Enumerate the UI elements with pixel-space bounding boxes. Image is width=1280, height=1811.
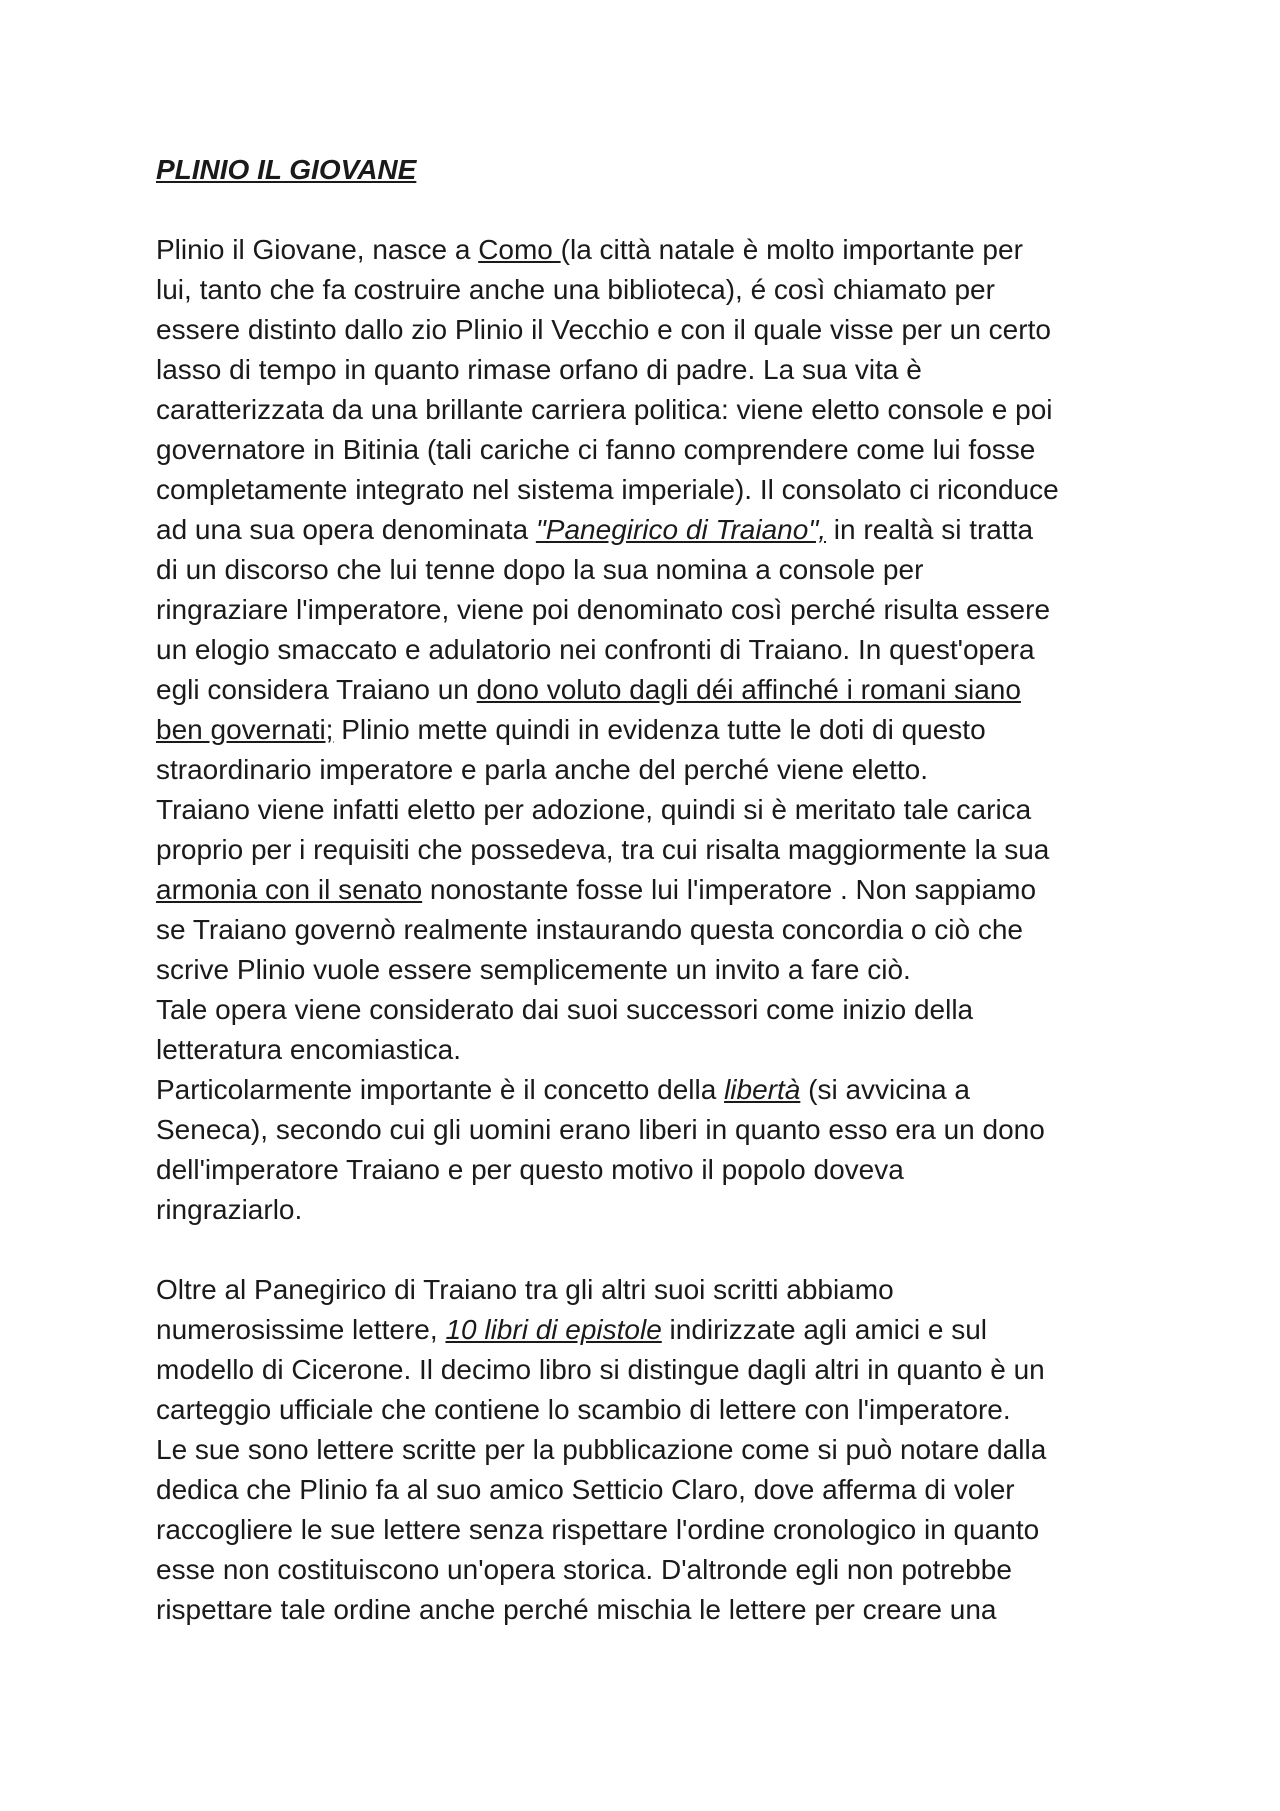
text-segment: ad una sua opera denominata — [156, 514, 536, 545]
text-line — [156, 950, 1146, 990]
text-line — [156, 710, 1146, 750]
text-line — [156, 270, 1146, 310]
text-line — [156, 910, 1146, 950]
text-segment: rispettare tale ordine anche perché mischia le lettere per creare una — [156, 1594, 997, 1625]
text-segment: (la città natale è molto importante per — [560, 234, 1023, 265]
text-line — [156, 1470, 1146, 1510]
text-segment: numerosissime lettere, — [156, 1314, 446, 1345]
text-segment: carteggio ufficiale che contiene lo scambio di lettere con l'imperatore. — [156, 1394, 1011, 1425]
emphasized-text: Como — [478, 234, 561, 265]
text-line — [156, 1030, 1146, 1070]
text-line — [156, 790, 1146, 830]
text-line — [156, 1390, 1146, 1430]
text-segment: Tale opera viene considerato dai suoi successori come inizio della — [156, 994, 974, 1025]
text-segment: in realtà si tratta — [826, 514, 1034, 545]
text-line — [156, 1550, 1146, 1590]
text-segment: Traiano viene infatti eletto per adozione, quindi si è meritato tale carica — [156, 794, 1032, 825]
text-line — [156, 1510, 1146, 1550]
emphasized-text: armonia con il senato — [156, 874, 423, 905]
text-line — [156, 1430, 1146, 1470]
text-segment: dedica che Plinio fa al suo amico Setticio Claro, dove afferma di voler — [156, 1474, 1015, 1505]
text-segment: Plinio il Giovane, nasce a — [156, 234, 479, 265]
paragraph-epistles — [156, 1270, 1146, 1630]
text-line — [156, 230, 1146, 270]
spacer — [156, 1230, 1146, 1270]
emphasized-text: dono voluto dagli déi affinché i romani siano — [476, 674, 1021, 705]
text-line — [156, 470, 1146, 510]
text-segment: Plinio mette quindi in evidenza tutte le doti di questo — [333, 714, 986, 745]
text-segment: se Traiano governò realmente instaurando questa concordia o ciò che — [156, 914, 1023, 945]
text-line — [156, 590, 1146, 630]
text-segment: lui, tanto che fa costruire anche una biblioteca), é così chiamato per — [156, 274, 995, 305]
text-line — [156, 1350, 1146, 1390]
text-line — [156, 1070, 1146, 1110]
emphasized-text: "Panegirico di Traiano", — [535, 514, 827, 545]
text-line — [156, 1190, 1146, 1230]
text-segment: scrive Plinio vuole essere semplicemente un invito a fare ciò. — [156, 954, 911, 985]
text-segment: governatore in Bitinia (tali cariche ci fanno comprendere come lui fosse — [156, 434, 1036, 465]
paragraph-life-and-panegyric — [156, 230, 1146, 1230]
text-segment: egli considera Traiano un — [156, 674, 477, 705]
text-line — [156, 1590, 1146, 1630]
text-segment: completamente integrato nel sistema imperiale). Il consolato ci riconduce — [156, 474, 1059, 505]
text-line — [156, 870, 1146, 910]
text-line — [156, 630, 1146, 670]
text-segment: essere distinto dallo zio Plinio il Vecchio e con il quale visse per un certo — [156, 314, 1051, 345]
document-page — [156, 150, 1146, 1630]
emphasized-text: libertà — [724, 1074, 801, 1105]
text-segment: modello di Cicerone. Il decimo libro si distingue dagli altri in quanto è un — [156, 1354, 1045, 1385]
text-segment: ringraziare l'imperatore, viene poi denominato così perché risulta essere — [156, 594, 1051, 625]
text-segment: letteratura encomiastica. — [156, 1034, 462, 1065]
text-segment: esse non costituiscono un'opera storica. D'altronde egli non potrebbe — [156, 1554, 1012, 1585]
text-line — [156, 1270, 1146, 1310]
text-segment: (si avvicina a — [800, 1074, 970, 1105]
text-segment: indirizzate agli amici e sul — [661, 1314, 988, 1345]
text-line — [156, 550, 1146, 590]
text-segment: caratterizzata da una brillante carriera politica: viene eletto console e poi — [156, 394, 1053, 425]
text-segment: Seneca), secondo cui gli uomini erano liberi in quanto esso era un dono — [156, 1114, 1045, 1145]
text-segment: lasso di tempo in quanto rimase orfano di padre. La sua vita è — [156, 354, 922, 385]
text-line — [156, 1110, 1146, 1150]
text-segment: straordinario imperatore e parla anche del perché viene eletto. — [156, 754, 929, 785]
text-segment: Particolarmente importante è il concetto della — [156, 1074, 725, 1105]
text-line — [156, 350, 1146, 390]
text-segment: Oltre al Panegirico di Traiano tra gli altri suoi scritti abbiamo — [156, 1274, 894, 1305]
text-segment: ringraziarlo. — [156, 1194, 303, 1225]
text-line — [156, 510, 1146, 550]
spacer — [156, 190, 1146, 230]
text-line — [156, 1310, 1146, 1350]
text-line — [156, 390, 1146, 430]
text-segment: dell'imperatore Traiano e per questo motivo il popolo doveva — [156, 1154, 904, 1185]
text-line — [156, 310, 1146, 350]
text-line — [156, 830, 1146, 870]
text-line — [156, 750, 1146, 790]
text-line — [156, 1150, 1146, 1190]
text-line — [156, 670, 1146, 710]
emphasized-text: ben governati; — [156, 714, 334, 745]
text-segment: un elogio smaccato e adulatorio nei confronti di Traiano. In quest'opera — [156, 634, 1035, 665]
document-title: PLINIO IL GIOVANE — [156, 154, 417, 185]
text-segment: raccogliere le sue lettere senza rispettare l'ordine cronologico in quanto — [156, 1514, 1040, 1545]
text-segment: di un discorso che lui tenne dopo la sua nomina a console per — [156, 554, 924, 585]
text-line — [156, 990, 1146, 1030]
text-segment: Le sue sono lettere scritte per la pubblicazione come si può notare dalla — [156, 1434, 1047, 1465]
text-segment: proprio per i requisiti che possedeva, tra cui risalta maggiormente la sua — [156, 834, 1050, 865]
text-segment: nonostante fosse lui l'imperatore . Non sappiamo — [422, 874, 1037, 905]
emphasized-text: 10 libri di epistole — [445, 1314, 662, 1345]
text-line — [156, 430, 1146, 470]
